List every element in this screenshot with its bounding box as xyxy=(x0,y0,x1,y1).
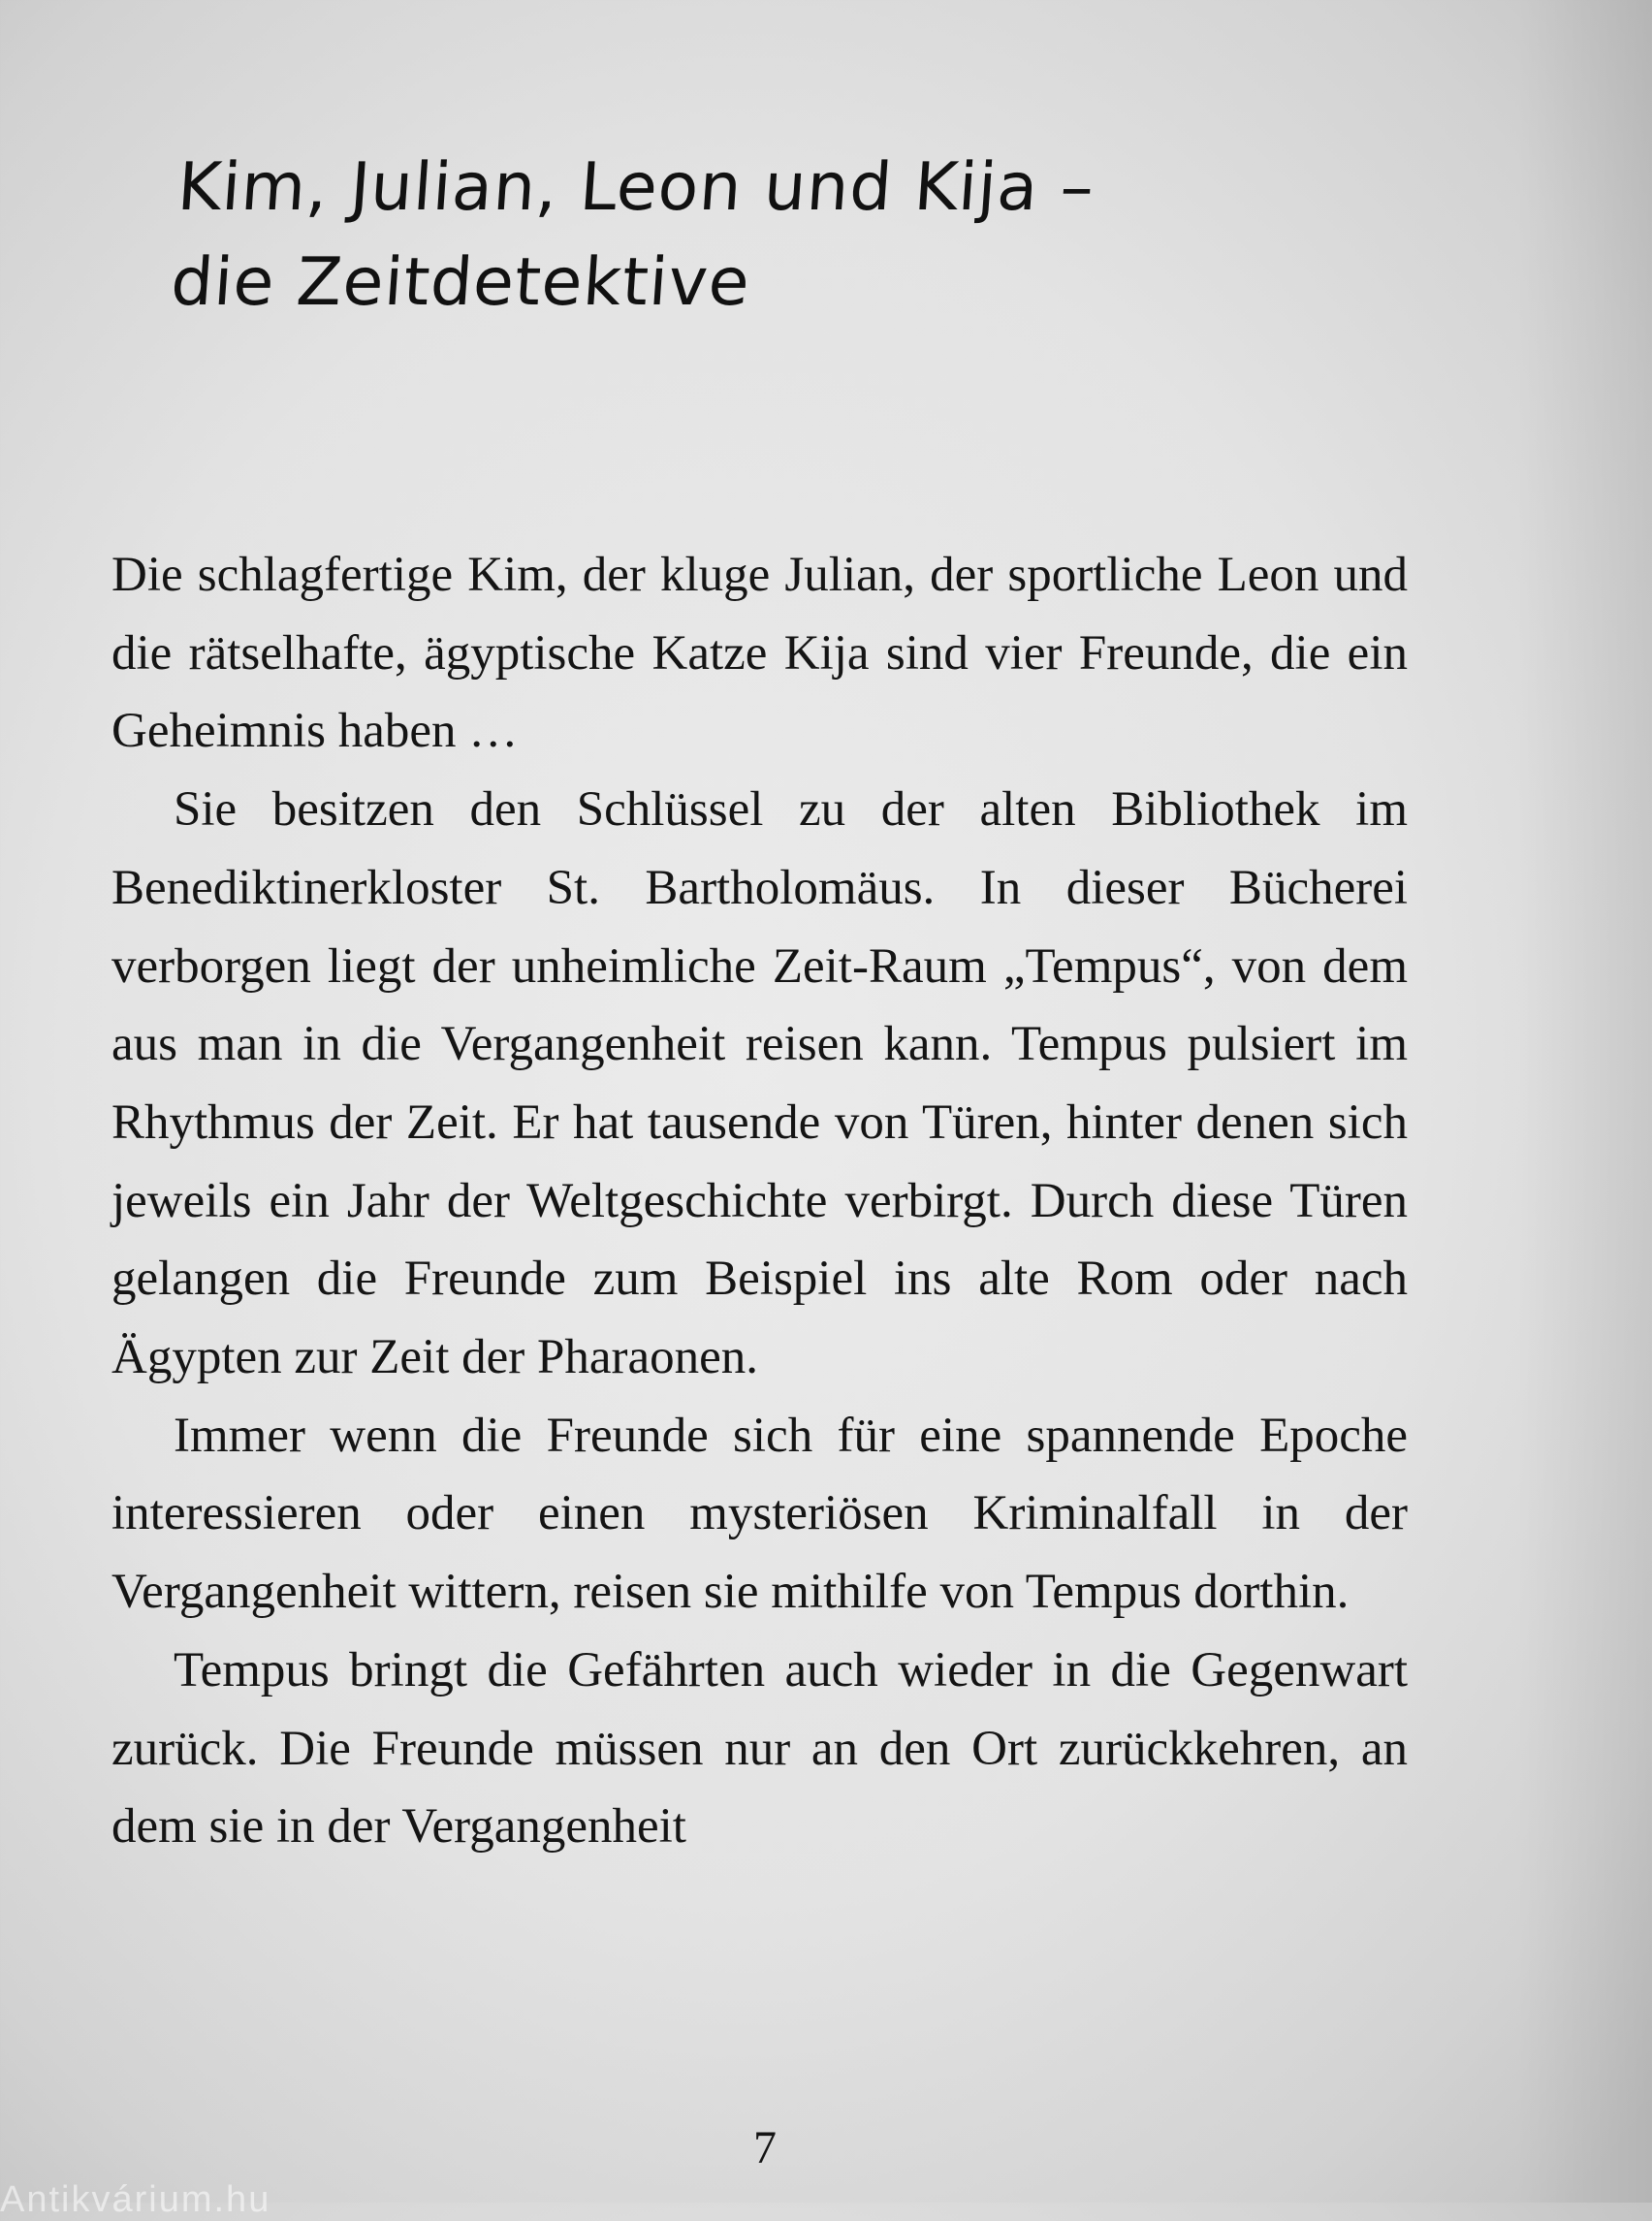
heading-line-1: Kim, Julian, Leon und Kija – xyxy=(175,149,1097,226)
paragraph-2: Sie besitzen den Schlüssel zu der alten Bibliothek im Benediktinerkloster St. Bartholomäus. In dieser Bücherei verborgen liegt der unheimliche Zeit-Raum „Tempus“, von dem aus man in die Vergangenheit reisen kann. Tempus pulsiert im Rhythmus der Zeit. Er hat tausende von Türen, hinter denen sich jeweils ein Jahr der Weltgeschichte verbirgt. Durch diese Türen gelangen die Freunde zum Beispiel ins alte Rom oder nach Ägypten zur Zeit der Pharaonen. xyxy=(111,782,1408,1385)
chapter-heading xyxy=(168,141,1345,331)
body-text xyxy=(111,536,1408,1866)
paragraph-4: Tempus bringt die Gefährten auch wieder in die Gegenwart zurück. Die Freunde müssen nur an den Ort zurückkehren, an dem sie in der Vergangenheit xyxy=(111,1642,1408,1855)
paragraph-3: Immer wenn die Freunde sich für eine spannende Epoche interessieren oder einen mysteriösen Kriminalfall in der Vergangenheit wittern, reisen sie mithilfe von Tempus dorthin. xyxy=(111,1408,1408,1620)
heading-line-2: die Zeitdetektive xyxy=(168,244,753,321)
paragraph-1: Die schlagfertige Kim, der kluge Julian, der sportliche Leon und die rätselhafte, ägyptische Katze Kija sind vier Freunde, die ein Geheimnis haben … xyxy=(111,548,1408,759)
watermark: Antikvárium.hu xyxy=(0,2179,271,2220)
page-number: 7 xyxy=(753,2122,777,2173)
page-edge-shadow xyxy=(1516,0,1652,2203)
